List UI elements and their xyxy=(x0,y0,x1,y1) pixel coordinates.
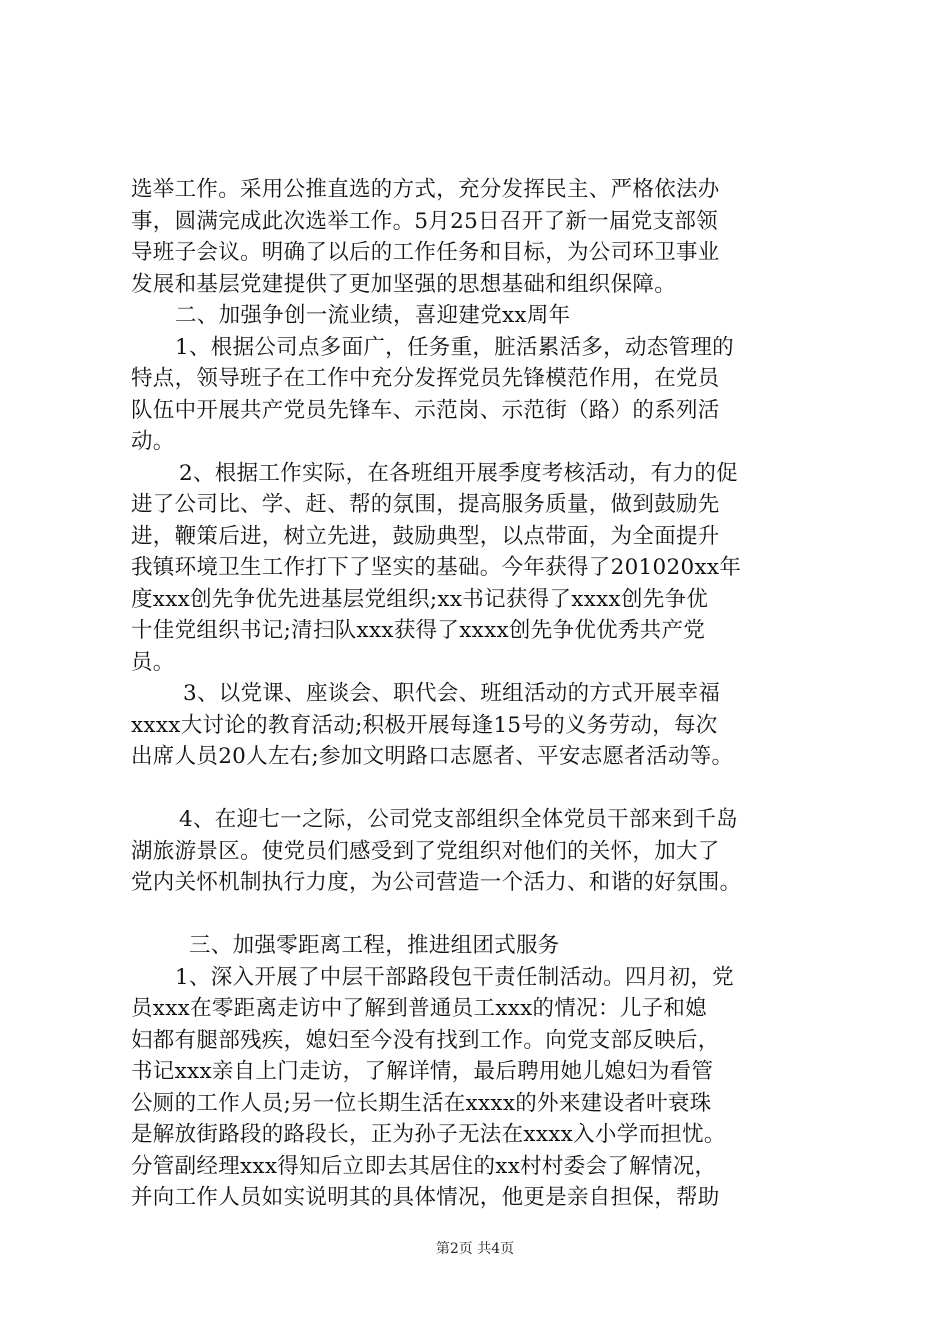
text-line: 特点，领导班子在工作中充分发挥党员先锋模范作用，在党员 xyxy=(131,366,720,391)
text-line: 进，鞭策后进，树立先进，鼓励典型，以点带面，为全面提升 xyxy=(131,523,720,549)
text-line: 事，圆满完成此次选举工作。5月25日召开了新一届党支部领 xyxy=(131,208,718,234)
text-line: 湖旅游景区。使党员们感受到了党组织对他们的关怀，加大了 xyxy=(131,838,720,864)
text-line: 1、根据公司点多面广，任务重，脏活累活多，动态管理的 xyxy=(175,334,734,360)
text-line: 3、以党课、座谈会、职代会、班组活动的方式开展幸福 xyxy=(183,681,721,706)
text-line: xxxx大讨论的教育活动;积极开展每逢15号的义务劳动，每次 xyxy=(131,712,718,738)
paragraph-gap xyxy=(131,899,851,931)
text-line: 1、深入开展了中层干部路段包干责任制活动。四月初，党 xyxy=(175,964,734,990)
text-line: 是解放街路段的路段长，正为孙子无法在xxxx入小学而担忧。 xyxy=(131,1122,726,1147)
text-line: 妇都有腿部残疾，媳妇至今没有找到工作。向党支部反映后， xyxy=(131,1027,720,1053)
text-line: 发展和基层党建提供了更加坚强的思想基础和组织保障。 xyxy=(131,271,677,297)
text-line: 我镇环境卫生工作打下了坚实的基础。今年获得了201020xx年 xyxy=(131,555,742,580)
text-line: 4、在迎七一之际，公司党支部组织全体党员干部来到千岛 xyxy=(179,807,738,832)
document-body xyxy=(131,174,851,1214)
text-line: 公厕的工作人员;另一位长期生活在xxxx的外来建设者叶衰珠 xyxy=(131,1090,712,1116)
text-line: 分管副经理xxx得知后立即去其居住的xx村村委会了解情况， xyxy=(131,1153,717,1179)
page-number-label: 第2页 共4页 xyxy=(435,1241,515,1257)
text-line: 导班子会议。明确了以后的工作任务和目标，为公司环卫事业 xyxy=(131,240,720,265)
text-line: 员。 xyxy=(131,649,175,675)
text-line: 队伍中开展共产党员先锋车、示范岗、示范街（路）的系列活 xyxy=(131,397,720,423)
page-footer xyxy=(0,1238,950,1258)
section-heading: 三、加强零距离工程，推进组团式服务 xyxy=(189,933,560,958)
text-line: 党内关怀机制执行力度，为公司营造一个活力、和谐的好氛围。 xyxy=(131,870,742,895)
text-line: 2、根据工作实际，在各班组开展季度考核活动，有力的促 xyxy=(179,460,738,486)
paragraph-gap xyxy=(131,773,851,805)
text-line: 选举工作。采用公推直选的方式，充分发挥民主、严格依法办 xyxy=(131,177,720,202)
text-line: 并向工作人员如实说明其的具体情况，他更是亲自担保，帮助 xyxy=(131,1185,720,1210)
text-line: 员xxx在零距离走访中了解到普通员工xxx的情况：儿子和媳 xyxy=(131,996,707,1021)
text-line: 出席人员20人左右;参加文明路口志愿者、平安志愿者活动等。 xyxy=(131,744,734,769)
text-line: 度xxx创先争优先进基层党组织;xx书记获得了xxxx创先争优 xyxy=(131,586,709,612)
text-line: 十佳党组织书记;清扫队xxx获得了xxxx创先争优优秀共产党 xyxy=(131,618,706,643)
text-line: 动。 xyxy=(131,429,175,454)
text-line: 书记xxx亲自上门走访，了解详情，最后聘用她儿媳妇为看管 xyxy=(131,1059,714,1084)
text-line: 进了公司比、学、赶、帮的氛围，提高服务质量，做到鼓励先 xyxy=(131,492,720,517)
section-heading: 二、加强争创一流业绩，喜迎建党xx周年 xyxy=(175,303,571,328)
